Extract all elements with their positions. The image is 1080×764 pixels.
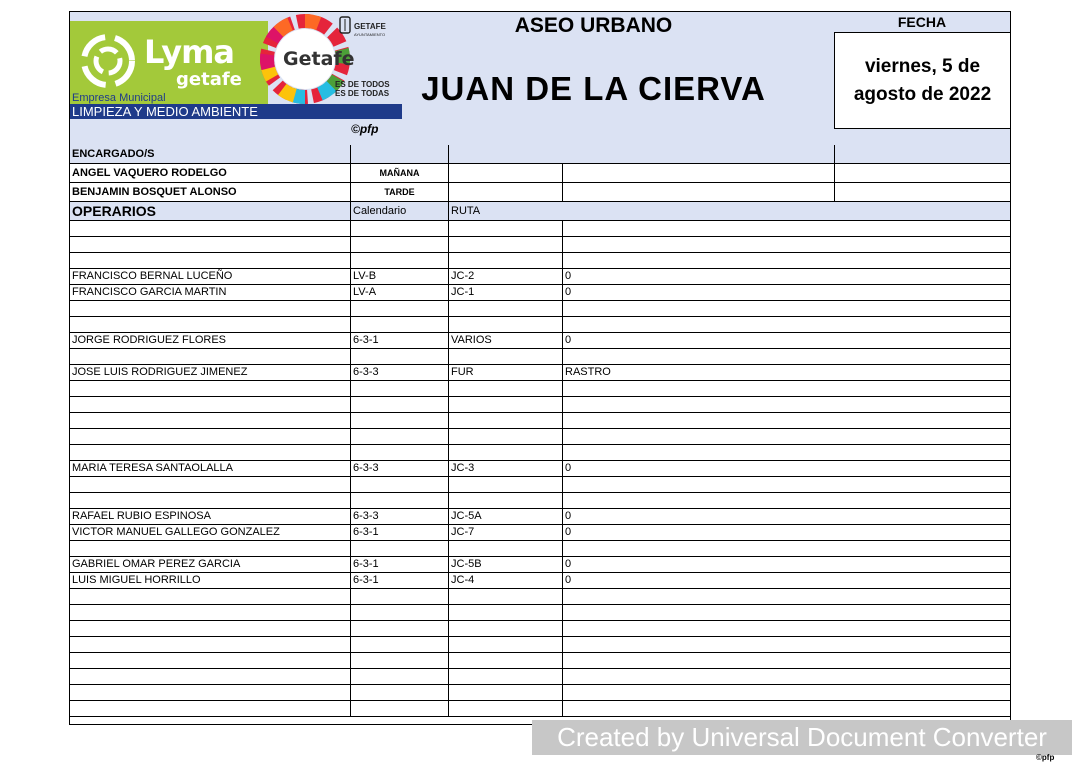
- operario-row: [70, 653, 1010, 669]
- operario-calendar: LV-B: [350, 269, 448, 284]
- operario-row: [70, 461, 1010, 477]
- operario-calendar: [350, 605, 448, 620]
- operario-route: [448, 477, 562, 492]
- empty-cell: [834, 145, 1010, 163]
- operario-name: RAFAEL RUBIO ESPINOSA: [72, 510, 211, 522]
- operario-row: [70, 477, 1010, 493]
- operario-route: JC-4: [448, 573, 562, 588]
- schedule-sheet: [69, 11, 1011, 725]
- operario-note: [562, 413, 1010, 428]
- operario-calendar: [350, 653, 448, 668]
- operario-route: JC-2: [448, 269, 562, 284]
- operario-note: 0: [562, 461, 1010, 476]
- operario-calendar: 6-3-1: [350, 333, 448, 348]
- encargados-label: ENCARGADO/S: [72, 148, 155, 160]
- page-title: ASEO URBANO: [514, 14, 673, 37]
- operario-name: [70, 653, 350, 668]
- operario-note: 0: [562, 333, 1010, 348]
- footer-mark: ©pfp: [1036, 753, 1055, 762]
- operario-name: [70, 397, 350, 412]
- operario-route: [448, 605, 562, 620]
- operario-calendar: [350, 477, 448, 492]
- operario-name: [70, 669, 350, 684]
- empty-cell: [350, 145, 448, 163]
- operario-note: 0: [562, 557, 1010, 572]
- operario-row: [70, 557, 1010, 573]
- slogan-line-1: ES DE TODOS: [335, 80, 390, 89]
- operario-route: [448, 621, 562, 636]
- encargado-name: ANGEL VAQUERO RODELGO: [72, 167, 227, 179]
- operario-row: [70, 605, 1010, 621]
- operario-route: JC-5A: [448, 509, 562, 524]
- operario-name: [70, 301, 350, 316]
- operario-calendar: 6-3-3: [350, 509, 448, 524]
- operario-row: [70, 381, 1010, 397]
- operario-name: [70, 493, 350, 508]
- operario-name: LUIS MIGUEL HORRILLO: [72, 574, 201, 586]
- operario-name: [70, 621, 350, 636]
- operario-route: JC-7: [448, 525, 562, 540]
- operario-route: [448, 653, 562, 668]
- operario-row: [70, 301, 1010, 317]
- operario-note: RASTRO: [562, 365, 1010, 380]
- lyma-swirl-icon: [80, 33, 136, 89]
- operario-name: [70, 445, 350, 460]
- operario-calendar: [350, 589, 448, 604]
- operario-row: [70, 525, 1010, 541]
- operario-row: [70, 237, 1010, 253]
- operario-route: FUR: [448, 365, 562, 380]
- operario-note: 0: [562, 269, 1010, 284]
- operario-route: JC-3: [448, 461, 562, 476]
- operario-calendar: [350, 317, 448, 332]
- operario-route: [448, 701, 562, 716]
- operario-note: [562, 349, 1010, 364]
- lyma-logo: [70, 21, 268, 99]
- operario-calendar: [350, 701, 448, 716]
- operario-note: [562, 317, 1010, 332]
- operario-note: [562, 621, 1010, 636]
- operario-route: [448, 381, 562, 396]
- operario-calendar: [350, 221, 448, 236]
- operario-note: [562, 477, 1010, 492]
- department-name: LIMPIEZA Y MEDIO AMBIENTE: [70, 104, 402, 119]
- operario-row: [70, 701, 1010, 717]
- operario-row: [70, 317, 1010, 333]
- operario-name: [70, 381, 350, 396]
- operario-calendar: 6-3-1: [350, 525, 448, 540]
- operario-row: [70, 285, 1010, 301]
- slogan: [335, 80, 390, 98]
- operario-name: [70, 589, 350, 604]
- empty-cell: [448, 145, 834, 163]
- operario-note: [562, 397, 1010, 412]
- operario-name: GABRIEL OMAR PEREZ GARCIA: [72, 558, 241, 570]
- operario-note: [562, 637, 1010, 652]
- empty-cell: [448, 183, 562, 201]
- operario-route: [448, 589, 562, 604]
- operario-route: [448, 541, 562, 556]
- operario-calendar: [350, 637, 448, 652]
- operario-calendar: 6-3-1: [350, 573, 448, 588]
- operario-name: [70, 349, 350, 364]
- operario-name: [70, 701, 350, 716]
- city-header: GETAFE: [354, 22, 386, 31]
- operario-note: [562, 221, 1010, 236]
- operario-note: [562, 541, 1010, 556]
- operario-route: VARIOS: [448, 333, 562, 348]
- operario-row: [70, 221, 1010, 237]
- operario-note: 0: [562, 509, 1010, 524]
- operario-note: [562, 237, 1010, 252]
- operario-name: [70, 317, 350, 332]
- operario-name: [70, 541, 350, 556]
- operario-note: [562, 589, 1010, 604]
- operario-row: [70, 685, 1010, 701]
- operario-name: [70, 477, 350, 492]
- operario-calendar: [350, 445, 448, 460]
- operario-route: [448, 685, 562, 700]
- converter-watermark: Created by Universal Document Converter: [532, 720, 1072, 755]
- operario-calendar: [350, 397, 448, 412]
- operario-route: [448, 349, 562, 364]
- operario-row: [70, 493, 1010, 509]
- operario-row: [70, 333, 1010, 349]
- operarios-body: [70, 221, 1010, 717]
- operario-calendar: LV-A: [350, 285, 448, 300]
- operario-name: [70, 221, 350, 236]
- encargados-header-row: [70, 145, 1010, 164]
- operario-calendar: [350, 253, 448, 268]
- operario-note: [562, 685, 1010, 700]
- operario-calendar: 6-3-3: [350, 461, 448, 476]
- operario-calendar: [350, 381, 448, 396]
- operario-row: [70, 637, 1010, 653]
- operario-note: [562, 445, 1010, 460]
- empty-cell: [834, 164, 1010, 182]
- operario-row: [70, 397, 1010, 413]
- operario-calendar: 6-3-1: [350, 557, 448, 572]
- operario-name: [70, 429, 350, 444]
- operario-row: [70, 413, 1010, 429]
- operario-calendar: [350, 493, 448, 508]
- operario-name: [70, 237, 350, 252]
- empty-cell: [562, 183, 834, 201]
- operario-name: FRANCISCO BERNAL LUCEÑO: [72, 270, 233, 282]
- date-value: viernes, 5 de agosto de 2022: [834, 32, 1011, 129]
- operario-name: MARIA TERESA SANTAOLALLA: [72, 462, 233, 474]
- operario-route: [448, 493, 562, 508]
- operario-route: [448, 237, 562, 252]
- operario-note: [562, 493, 1010, 508]
- operario-route: [448, 413, 562, 428]
- operario-note: [562, 701, 1010, 716]
- encargado-shift: TARDE: [350, 183, 448, 201]
- operario-calendar: [350, 301, 448, 316]
- operario-route: [448, 429, 562, 444]
- operario-calendar: [350, 685, 448, 700]
- operario-row: [70, 253, 1010, 269]
- operario-row: [70, 269, 1010, 285]
- page-subtitle: JUAN DE LA CIERVA: [421, 70, 766, 107]
- operario-calendar: [350, 541, 448, 556]
- encargado-name: BENJAMIN BOSQUET ALONSO: [72, 186, 237, 198]
- operario-note: [562, 669, 1010, 684]
- schedule-grid: [70, 145, 1010, 717]
- operario-note: [562, 381, 1010, 396]
- operario-name: FRANCISCO GARCIA MARTIN: [72, 286, 227, 298]
- calendar-column-header: Calendario: [350, 202, 448, 220]
- operario-route: [448, 221, 562, 236]
- encargado-shift: MAÑANA: [350, 164, 448, 182]
- operario-note: 0: [562, 573, 1010, 588]
- operarios-label: OPERARIOS: [72, 203, 157, 219]
- getafe-logo-text: Getafe: [283, 48, 355, 70]
- operario-row: [70, 573, 1010, 589]
- operario-route: [448, 637, 562, 652]
- copyright-mark: ©pfp: [351, 122, 379, 136]
- lyma-brand: Lyma: [144, 33, 235, 71]
- empty-cell: [834, 183, 1010, 201]
- operarios-header-row: [70, 202, 1010, 221]
- operario-note: [562, 429, 1010, 444]
- operario-row: [70, 429, 1010, 445]
- operario-note: [562, 301, 1010, 316]
- operario-calendar: [350, 429, 448, 444]
- lyma-brand-sub: getafe: [176, 69, 242, 90]
- operario-calendar: [350, 237, 448, 252]
- date-label: FECHA: [897, 14, 947, 30]
- operario-route: [448, 397, 562, 412]
- operario-row: [70, 509, 1010, 525]
- operario-note: 0: [562, 525, 1010, 540]
- empty-cell: [448, 164, 562, 182]
- operario-name: [70, 637, 350, 652]
- encargado-row: [70, 183, 1010, 202]
- sheet-header: [70, 12, 1010, 146]
- operario-name: VICTOR MANUEL GALLEGO GONZALEZ: [72, 526, 280, 538]
- operario-note: [562, 653, 1010, 668]
- operario-row: [70, 589, 1010, 605]
- crest-icon: [339, 15, 351, 35]
- operario-row: [70, 445, 1010, 461]
- operario-row: [70, 365, 1010, 381]
- operario-name: JORGE RODRIGUEZ FLORES: [72, 334, 227, 346]
- route-column-header: RUTA: [448, 202, 1010, 220]
- operario-route: JC-1: [448, 285, 562, 300]
- operario-name: [70, 253, 350, 268]
- encargado-row: [70, 164, 1010, 183]
- operario-name: [70, 413, 350, 428]
- operario-row: [70, 621, 1010, 637]
- operario-note: [562, 605, 1010, 620]
- operario-calendar: [350, 349, 448, 364]
- operario-row: [70, 349, 1010, 365]
- operario-route: [448, 301, 562, 316]
- company-name: Empresa Municipal: [70, 91, 268, 105]
- operario-route: [448, 669, 562, 684]
- operario-route: [448, 253, 562, 268]
- operario-route: [448, 317, 562, 332]
- operario-note: [562, 253, 1010, 268]
- operario-row: [70, 669, 1010, 685]
- operario-route: [448, 445, 562, 460]
- operario-calendar: [350, 621, 448, 636]
- operario-name: [70, 685, 350, 700]
- operario-calendar: [350, 413, 448, 428]
- operario-calendar: 6-3-3: [350, 365, 448, 380]
- operario-name: JOSE LUIS RODRIGUEZ JIMENEZ: [72, 366, 248, 378]
- operario-note: 0: [562, 285, 1010, 300]
- operario-name: [70, 605, 350, 620]
- operario-route: JC-5B: [448, 557, 562, 572]
- empty-cell: [562, 164, 834, 182]
- operario-row: [70, 541, 1010, 557]
- city-header-sub: AYUNTAMIENTO: [354, 32, 386, 37]
- slogan-line-2: ES DE TODAS: [335, 89, 390, 98]
- operario-calendar: [350, 669, 448, 684]
